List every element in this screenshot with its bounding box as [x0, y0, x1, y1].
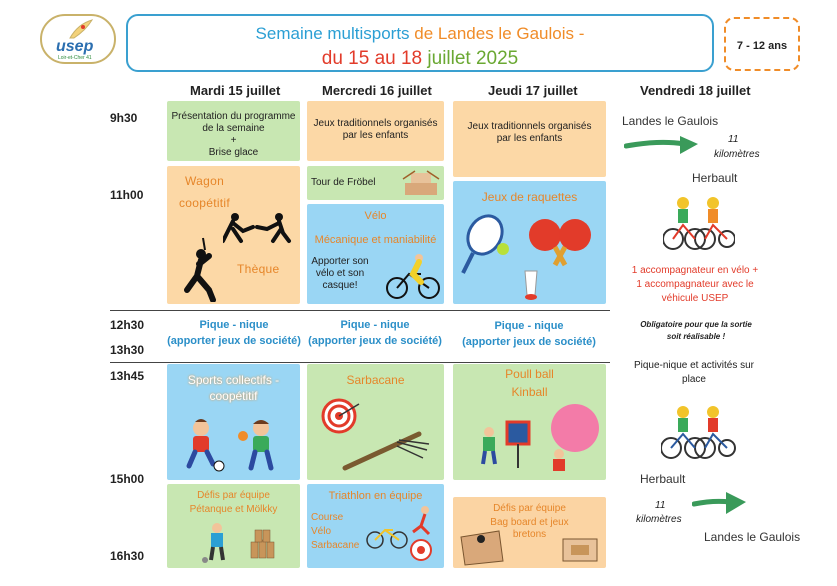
bag-board-icon [459, 527, 601, 567]
cell-mercredi-sarbacane [307, 364, 444, 480]
triathlon-icon [363, 504, 441, 564]
jeudi-jeux-label: Jeux traditionnels organisés par les enfants [467, 121, 592, 144]
fri-landes-return: Landes le Gaulois [704, 530, 801, 544]
time-11h00: 11h00 [110, 188, 144, 202]
baseball-player-icon [179, 236, 225, 302]
kids-cycling-return-icon [661, 404, 737, 462]
apporter-velo-label: Apporter son vélo et son casque! [311, 256, 369, 291]
frobel-label: Tour de Fröbel [311, 177, 376, 188]
coopetitif-label: coopétitif [179, 196, 231, 210]
picnic-jeudi-line1: Pique - nique [494, 320, 564, 332]
time-9h30: 9h30 [110, 111, 138, 125]
title-line-2 [128, 48, 712, 70]
time-12h30: 12h30 [110, 318, 145, 332]
title-part-2: de Landes le Gaulois [414, 24, 575, 43]
cell-mardi-defis [167, 484, 300, 568]
title-month: juillet 2025 [427, 48, 519, 69]
brise-glace-label: Brise glace [208, 147, 259, 158]
cell-jeudi-jeux [453, 101, 606, 177]
picnic-jeudi [455, 318, 603, 350]
fri-landes-start: Landes le Gaulois [622, 114, 719, 128]
mardi-defis-label: Défis par équipe [197, 490, 270, 501]
title-dash: - [578, 24, 585, 43]
picnic-mercredi-line2: (apporter jeux de société) [308, 335, 442, 347]
sarbacane-icon [315, 394, 439, 476]
day-header-jeudi: Jeudi 17 juillet [488, 83, 578, 98]
arrow-right-return-icon [692, 490, 748, 516]
petanque-molkky-icon [201, 520, 291, 564]
picnic-mardi-line1: Pique - nique [199, 319, 269, 331]
cyclist-icon [385, 254, 441, 300]
wagon-label: Wagon [185, 174, 225, 188]
petanque-label: Pétanque et Mölkky [189, 504, 278, 515]
presentation-label: Présentation du programme de la semaine [171, 111, 296, 134]
day-header-mercredi: Mercredi 16 juillet [322, 83, 432, 98]
cell-jeudi-raquettes [453, 181, 606, 304]
rackets-icon [459, 209, 601, 301]
rocket-icon [66, 18, 96, 40]
cell-jeudi-poull [453, 364, 606, 480]
picnic-mardi [164, 317, 304, 349]
poull-ball-label: Poull ball [505, 367, 554, 381]
kinball-icon [459, 402, 601, 478]
theque-label: Thèque [237, 262, 280, 276]
age-range-badge: 7 - 12 ans [724, 17, 800, 71]
picnic-mercredi-line1: Pique - nique [340, 319, 410, 331]
picnic-mardi-line2: (apporter jeux de société) [167, 335, 301, 347]
separator-line-top [110, 310, 610, 311]
time-15h00: 15h00 [110, 472, 145, 486]
title-box [126, 14, 714, 72]
kids-cycling-icon [663, 195, 735, 253]
title-line-1 [128, 24, 712, 44]
fri-obligatoire: Obligatoire pour que la sortie soit réalisable ! [640, 320, 752, 341]
kinball-label: Kinball [511, 385, 548, 399]
fri-km2-unit: kilomètres [636, 514, 682, 525]
mercredi-jeux-label: Jeux traditionnels organisés par les enfants [313, 118, 438, 141]
logo-text: usep [56, 38, 94, 55]
cell-mercredi-velo [307, 204, 444, 304]
cell-mardi-presentation [167, 101, 300, 161]
separator-line-bottom [110, 362, 610, 363]
mecanique-label: Mécanique et maniabilité [314, 234, 437, 246]
kids-playing-ball-icon [179, 416, 295, 474]
cell-mardi-wagon [167, 166, 300, 304]
fri-km2: 11 [655, 500, 666, 511]
picnic-mercredi [304, 317, 446, 349]
fri-accompagnateur: 1 accompagnateur en vélo + 1 accompagnateur avec le véhicule USEP [631, 265, 759, 304]
velo-label: Vélo [364, 210, 387, 222]
fencing-icon [223, 211, 299, 245]
triathlon-label: Triathlon en équipe [328, 490, 423, 502]
course-label: Course [311, 512, 344, 523]
day-header-mardi: Mardi 15 juillet [190, 83, 281, 98]
day-header-vendredi: Vendredi 18 juillet [640, 83, 751, 98]
logo-subtitle: Loir-et-Cher 41 [58, 55, 92, 61]
jeudi-defis-label: Défis par équipe [493, 503, 566, 514]
arrow-right-icon [624, 134, 702, 156]
raquettes-label: Jeux de raquettes [481, 190, 578, 204]
fri-km1: 11 [728, 134, 739, 145]
velo2-label: Vélo [311, 526, 332, 537]
fri-herbault-arrive: Herbault [692, 171, 738, 185]
time-13h45: 13h45 [110, 369, 145, 383]
cell-mercredi-triathlon [307, 484, 444, 568]
frobel-tower-icon [401, 169, 441, 197]
sports-collectifs-label: Sports collectifs - coopétitif [187, 373, 280, 403]
cell-mardi-sports [167, 364, 300, 480]
title-part-1: Semaine multisports [255, 24, 410, 43]
mardi-presentation-text [169, 111, 298, 159]
fri-herbault-depart: Herbault [640, 472, 686, 486]
usep-logo [40, 14, 116, 64]
title-dates: du 15 au 18 [321, 48, 423, 69]
picnic-jeudi-line2: (apporter jeux de société) [462, 336, 596, 348]
cell-mercredi-jeux [307, 101, 444, 161]
cell-jeudi-defis [453, 497, 606, 568]
time-13h30: 13h30 [110, 343, 145, 357]
fri-km1-unit: kilomètres [714, 149, 760, 160]
time-16h30: 16h30 [110, 549, 145, 563]
plus-label: + [230, 135, 237, 146]
bag-board-label: Bag board et jeux bretons [490, 517, 569, 540]
fri-picnic-sur-place: Pique-nique et activités sur place [633, 360, 755, 385]
sarbacane2-label: Sarbacane [311, 540, 360, 551]
sarbacane-label: Sarbacane [346, 373, 405, 387]
cell-mercredi-frobel [307, 166, 444, 200]
